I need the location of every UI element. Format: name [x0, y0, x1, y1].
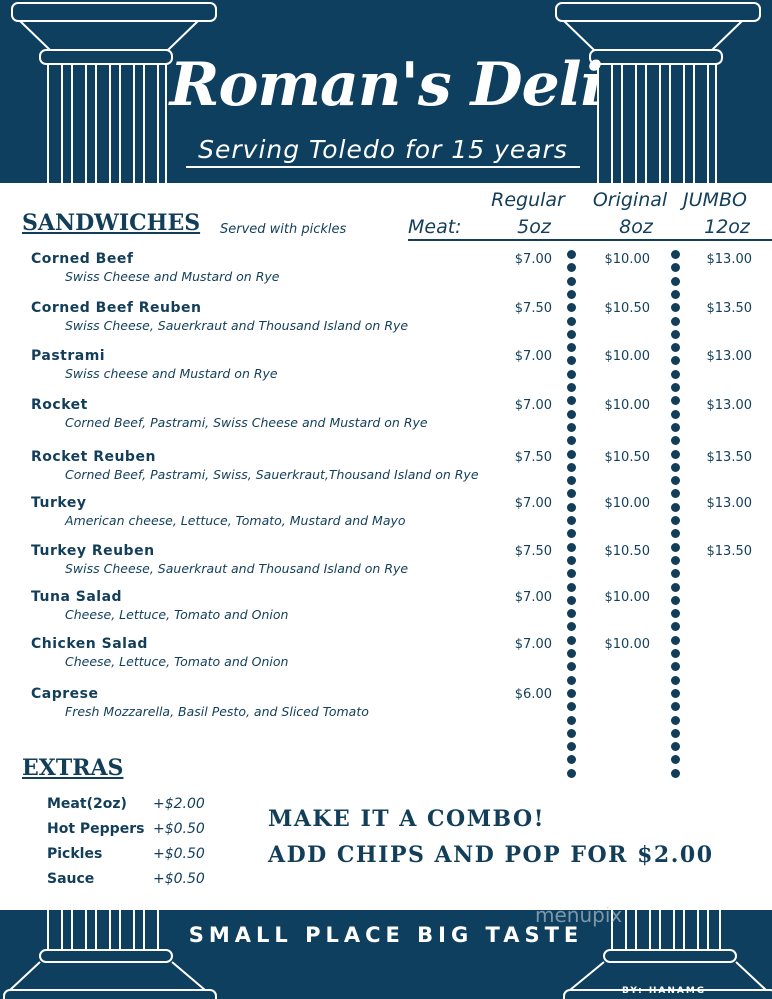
dot-separator [567, 742, 576, 751]
dot-separator [671, 529, 680, 538]
item-name: Corned Beef [31, 251, 134, 267]
dot-separator [567, 290, 576, 299]
item-description: Cheese, Lettuce, Tomato and Onion [65, 654, 289, 669]
price-original: $10.00 [604, 496, 650, 511]
dot-separator [671, 769, 680, 778]
extra-price: +$0.50 [153, 846, 205, 862]
item-name: Pastrami [31, 348, 106, 364]
dot-separator [671, 330, 680, 339]
col-regular: Regular [491, 189, 565, 211]
dot-separator [567, 317, 576, 326]
dot-separator [567, 676, 576, 685]
extra-name: Pickles [47, 846, 103, 862]
price-regular: $7.00 [514, 590, 552, 605]
dot-separator [671, 423, 680, 432]
extra-price: +$2.00 [153, 796, 205, 812]
sandwiches-heading: SANDWICHES [22, 210, 201, 236]
dot-separator [567, 450, 576, 459]
extra-name: Hot Peppers [47, 821, 145, 837]
menu-item [31, 348, 278, 381]
dot-separator [567, 343, 576, 352]
price-regular: $7.00 [514, 398, 552, 413]
item-name: Corned Beef Reuben [31, 300, 202, 316]
item-description: Swiss Cheese, Sauerkraut and Thousand Island on Rye [65, 318, 409, 333]
dot-separator [671, 356, 680, 365]
price-jumbo: $13.00 [706, 496, 752, 511]
dot-separator [567, 503, 576, 512]
dot-separator [671, 716, 680, 725]
price-jumbo: $13.50 [706, 544, 752, 559]
price-original: $10.50 [604, 301, 650, 316]
price-regular: $7.00 [514, 496, 552, 511]
dot-separator [567, 529, 576, 538]
col-original: Original [592, 189, 668, 211]
dot-separator [671, 596, 680, 605]
slogan: SMALL PLACE BIG TASTE [188, 923, 584, 947]
item-description: Swiss Cheese, Sauerkraut and Thousand Island on Rye [65, 561, 409, 576]
col-regular-oz: 5oz [517, 216, 551, 238]
dot-separator [671, 476, 680, 485]
header-rule [408, 239, 772, 241]
dot-separator [671, 290, 680, 299]
dot-separator [671, 383, 680, 392]
dot-separator [671, 463, 680, 472]
dot-separator [567, 755, 576, 764]
dot-separator [567, 636, 576, 645]
combo-line-1: MAKE IT A COMBO! [268, 806, 545, 832]
item-description: Swiss Cheese and Mustard on Rye [65, 269, 280, 284]
dot-separator [567, 489, 576, 498]
menu-item [31, 495, 406, 528]
dot-separator [671, 343, 680, 352]
dot-separator [671, 396, 680, 405]
dot-separator [671, 569, 680, 578]
item-description: Corned Beef, Pastrami, Swiss Cheese and Mustard on Rye [65, 415, 428, 430]
watermark: menupix [535, 903, 623, 927]
price-jumbo: $13.00 [706, 398, 752, 413]
price-original: $10.00 [604, 252, 650, 267]
dot-separator [567, 729, 576, 738]
extra-price: +$0.50 [153, 871, 205, 887]
dot-separator [567, 263, 576, 272]
dot-separator [671, 622, 680, 631]
menu-item [31, 589, 288, 622]
item-name: Rocket [31, 397, 88, 413]
dot-separator [567, 436, 576, 445]
dot-separator [567, 596, 576, 605]
dot-separator [567, 463, 576, 472]
menu-item [31, 543, 408, 576]
item-name: Tuna Salad [31, 589, 123, 605]
dot-separator [671, 410, 680, 419]
dot-separator [671, 742, 680, 751]
price-regular: $7.00 [514, 349, 552, 364]
dot-separator [567, 702, 576, 711]
dot-separator [671, 489, 680, 498]
dot-separator [567, 423, 576, 432]
restaurant-title: Roman's Deli [169, 50, 603, 120]
item-description: Corned Beef, Pastrami, Swiss, Sauerkraut,Thousand Island on Rye [65, 467, 479, 482]
dot-separator [671, 689, 680, 698]
col-jumbo-oz: 12oz [704, 216, 750, 238]
menu-item [31, 636, 288, 669]
price-regular: $6.00 [514, 687, 552, 702]
dot-separator [671, 277, 680, 286]
dot-separator [567, 716, 576, 725]
dot-separator [567, 330, 576, 339]
dot-separator [671, 303, 680, 312]
item-name: Chicken Salad [31, 636, 148, 652]
price-original: $10.00 [604, 398, 650, 413]
price-regular: $7.50 [514, 544, 552, 559]
dot-separator [567, 689, 576, 698]
dot-separator [671, 676, 680, 685]
item-description: Fresh Mozzarella, Basil Pesto, and Sliced Tomato [65, 704, 369, 719]
dot-separator [671, 702, 680, 711]
dot-separator [567, 583, 576, 592]
dot-separator [671, 649, 680, 658]
price-original: $10.50 [604, 450, 650, 465]
item-description: American cheese, Lettuce, Tomato, Mustard and Mayo [65, 513, 406, 528]
col-jumbo: JUMBO [683, 189, 747, 211]
dot-separator [671, 755, 680, 764]
sandwiches-note: Served with pickles [220, 222, 347, 237]
dot-separator [671, 250, 680, 259]
menu-item [31, 397, 428, 430]
price-regular: $7.00 [514, 637, 552, 652]
dot-separator [671, 556, 680, 565]
dot-separator [671, 263, 680, 272]
price-regular: $7.50 [514, 450, 552, 465]
dot-separator [567, 476, 576, 485]
menu-item [31, 449, 479, 482]
dot-separator [567, 649, 576, 658]
dot-separator [671, 662, 680, 671]
price-regular: $7.50 [514, 301, 552, 316]
dot-separator [567, 622, 576, 631]
dot-separator [567, 303, 576, 312]
dot-separator [567, 383, 576, 392]
dot-separator [671, 516, 680, 525]
price-original: $10.00 [604, 637, 650, 652]
meat-label: Meat: [408, 216, 462, 238]
item-name: Rocket Reuben [31, 449, 156, 465]
price-original: $10.00 [604, 590, 650, 605]
menu-item [31, 300, 408, 333]
dot-separator [567, 556, 576, 565]
dot-separator [671, 317, 680, 326]
price-jumbo: $13.00 [706, 252, 752, 267]
price-jumbo: $13.00 [706, 349, 752, 364]
dot-separator [671, 543, 680, 552]
dot-separator [567, 410, 576, 419]
col-original-oz: 8oz [619, 216, 653, 238]
extra-name: Sauce [47, 871, 95, 887]
dot-separator [671, 636, 680, 645]
dot-separator [567, 609, 576, 618]
dot-separator [567, 543, 576, 552]
dot-separator [567, 662, 576, 671]
extra-price: +$0.50 [153, 821, 205, 837]
dot-separator [567, 277, 576, 286]
dot-separator [567, 516, 576, 525]
dot-separator [567, 356, 576, 365]
price-original: $10.00 [604, 349, 650, 364]
dot-separator [671, 436, 680, 445]
dot-separator [567, 396, 576, 405]
designer-credit: BY: HANAMG [622, 986, 707, 996]
dot-separator [671, 503, 680, 512]
menu-item [31, 686, 369, 719]
item-description: Cheese, Lettuce, Tomato and Onion [65, 607, 289, 622]
price-regular: $7.00 [514, 252, 552, 267]
dot-separator [567, 370, 576, 379]
combo-line-2: ADD CHIPS AND POP FOR $2.00 [268, 842, 714, 868]
item-name: Turkey Reuben [31, 543, 155, 559]
menu-item [31, 251, 279, 284]
dot-separator [671, 450, 680, 459]
dot-separator [671, 583, 680, 592]
dot-separator [671, 609, 680, 618]
item-description: Swiss cheese and Mustard on Rye [65, 366, 278, 381]
dot-separator [567, 769, 576, 778]
dot-separator [671, 370, 680, 379]
price-original: $10.50 [604, 544, 650, 559]
dot-separator [567, 569, 576, 578]
price-jumbo: $13.50 [706, 301, 752, 316]
dot-separator [567, 250, 576, 259]
tagline: Serving Toledo for 15 years [186, 134, 580, 168]
item-name: Turkey [31, 495, 87, 511]
extra-name: Meat(2oz) [47, 796, 127, 812]
price-jumbo: $13.50 [706, 450, 752, 465]
item-name: Caprese [31, 686, 99, 702]
dot-separator [671, 729, 680, 738]
extras-heading: EXTRAS [22, 755, 124, 781]
